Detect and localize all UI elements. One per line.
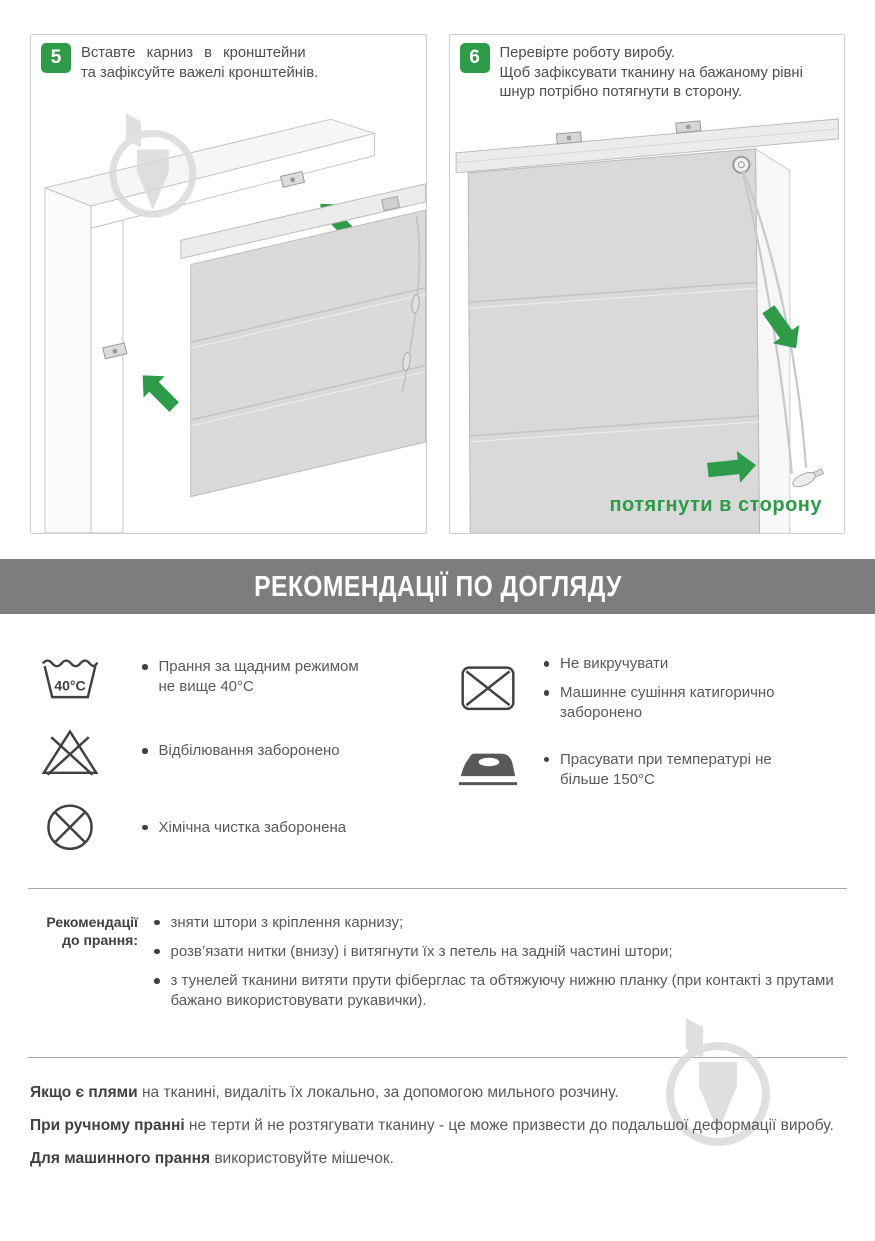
care-text: Відбілювання заборонено — [158, 742, 340, 760]
step-6-panel — [449, 34, 846, 534]
step-6-header — [450, 35, 845, 107]
wash-40-icon — [40, 654, 100, 701]
step-6-badge: 6 — [460, 43, 490, 73]
arrow-icon — [132, 365, 184, 418]
note-line — [30, 1117, 845, 1135]
step-5-illustration — [31, 87, 426, 533]
note-lead: При ручному пранні — [30, 1117, 185, 1135]
care-item-wash-40 — [40, 654, 418, 701]
step-5-title — [81, 43, 318, 83]
notes-section — [0, 1058, 875, 1168]
step-6-illustration — [450, 107, 845, 533]
care-item-no-dry-clean — [40, 801, 418, 854]
no-dry-clean-icon — [40, 801, 100, 854]
step-5-title-line: та зафіксуйте важелі кронштейнів. — [81, 64, 319, 81]
bullet-dot — [142, 664, 148, 670]
care-text: не вище 40°С — [158, 678, 254, 696]
note-line — [30, 1084, 845, 1102]
bracket — [675, 121, 700, 133]
care-banner-title: РЕКОМЕНДАЦІЇ ПО ДОГЛЯДУ — [253, 570, 622, 602]
care-section — [0, 614, 875, 888]
no-bleach-icon — [40, 725, 100, 778]
step-6-title-line: шнур потрібно потягнути в сторону. — [499, 84, 743, 101]
bullet-dot — [544, 661, 550, 667]
note-lead: Для машинного прання — [30, 1150, 211, 1168]
care-text: Хімічна чистка заборонена — [158, 818, 347, 836]
step-5-badge: 5 — [41, 43, 71, 73]
list-item: зняти штори з кріплення карнизу; — [154, 913, 845, 933]
note-text: на тканині, видаліть їх локально, за допомогою мильного розчину. — [137, 1084, 619, 1102]
note-text: не терти й не розтягувати тканину - це може призвести до подальшої деформації виробу. — [184, 1117, 834, 1135]
pull-aside-callout: потягнути в сторону — [609, 494, 822, 516]
care-text: Прасувати при температурі не більше 150°С — [560, 750, 772, 788]
step-5-header — [31, 35, 426, 87]
cord-tassel — [790, 466, 824, 489]
step-5-panel — [30, 34, 427, 534]
step-6-title-line: Перевірте роботу виробу. — [499, 45, 675, 61]
note-text: використовуйте мішечок. — [210, 1150, 394, 1168]
iron-icon — [458, 747, 518, 792]
care-item-iron — [458, 747, 836, 792]
note-lead: Якщо є плями — [30, 1084, 138, 1102]
step-6-drawing — [450, 107, 845, 533]
bullet-dot — [142, 748, 148, 754]
bracket — [556, 131, 581, 143]
step-5-drawing — [31, 87, 426, 533]
care-column-left — [40, 654, 418, 854]
list-item: розв’язати нитки (внизу) і витягнути їх з петель на задній частині штори; — [154, 942, 845, 962]
step-6-title-line: Щоб зафіксувати тканину на бажаному рівні — [499, 64, 803, 81]
care-column-right — [458, 654, 836, 854]
step-5-title-line: Вставте карниз в кронштейни — [81, 45, 306, 61]
steps-row — [0, 0, 875, 534]
bullet-dot — [154, 978, 160, 984]
washing-list — [154, 913, 845, 1011]
bullet-dot — [154, 949, 160, 955]
note-line — [30, 1150, 845, 1168]
wash-temp-label: 40°C — [54, 677, 86, 694]
bullet-dot — [154, 920, 160, 926]
no-wring-icon — [458, 662, 518, 715]
care-text: Машинне сушіння катигорично заборонено — [560, 684, 775, 722]
bullet-dot — [142, 825, 148, 831]
list-item: з тунелей тканини витяти прути фіберглас та обтяжуючу нижню планку (при контакті з прутами бажано використовувати рукавички). — [154, 971, 845, 1011]
care-text: Не викручувати — [560, 655, 669, 672]
bullet-dot — [544, 690, 550, 696]
care-banner — [0, 559, 875, 614]
step-6-title — [500, 43, 803, 103]
care-item-no-wring — [458, 654, 836, 723]
care-text: Прання за щадним режимом — [158, 658, 359, 676]
care-item-no-bleach — [40, 725, 418, 778]
bullet-dot — [544, 757, 550, 763]
washing-label: Рекомендації до прання: — [46, 913, 138, 949]
